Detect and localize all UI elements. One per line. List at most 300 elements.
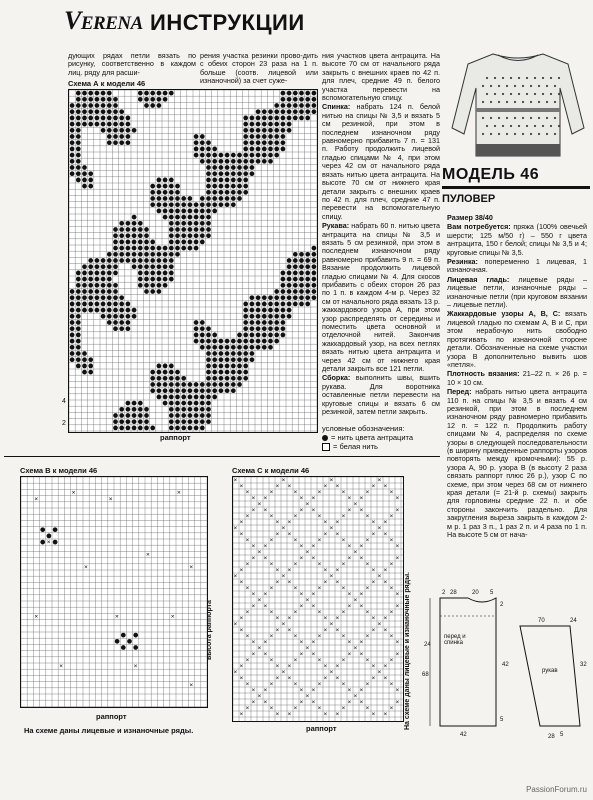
stitch-dot — [150, 246, 155, 251]
stitch-dot — [95, 264, 100, 269]
stitch-x: × — [257, 501, 262, 509]
stitch-dot — [138, 258, 143, 263]
stitch-dot — [163, 202, 168, 207]
pattern-dot — [522, 117, 524, 119]
stitch-dot — [219, 171, 224, 176]
stitch-dot — [126, 407, 131, 412]
stitch-dot — [157, 289, 162, 294]
stitch-dot — [299, 91, 304, 96]
stitch-dot — [119, 122, 124, 127]
stitch-dot — [200, 221, 205, 226]
pattern-dot — [538, 101, 540, 103]
stitch-dot — [200, 209, 205, 214]
stitch-dot — [88, 116, 93, 121]
stitch-dot — [194, 382, 199, 387]
paragraph: Плотность вязания: 21–22 п. × 26 р. = 10 × 10 см. — [447, 369, 587, 387]
stitch-dot — [82, 122, 87, 127]
stitch-dot — [150, 184, 155, 189]
brand-logo: VERENA — [64, 6, 143, 35]
stitch-x: × — [239, 627, 244, 635]
stitch-dot — [281, 97, 286, 102]
stitch-dot — [169, 202, 174, 207]
stitch-dot — [206, 178, 211, 183]
stitch-dot — [175, 221, 180, 226]
stitch-dot — [132, 240, 137, 245]
stitch-x: × — [389, 561, 394, 569]
stitch-dot — [312, 264, 317, 269]
stitch-dot — [243, 364, 248, 369]
stitch-dot — [113, 233, 118, 238]
stitch-dot — [200, 227, 205, 232]
stitch-dot — [299, 277, 304, 282]
stitch-dot — [119, 419, 124, 424]
stitch-dot — [231, 159, 236, 164]
stitch-dot — [82, 97, 87, 102]
stitch-dot — [144, 271, 149, 276]
stitch-dot — [281, 326, 286, 331]
stitch-dot — [268, 147, 273, 152]
stitch-dot — [287, 97, 292, 102]
stitch-x: × — [359, 507, 364, 515]
stitch-dot — [200, 215, 205, 220]
stitch-x: × — [257, 645, 262, 653]
stitch-dot — [107, 308, 112, 313]
stitch-dot — [299, 271, 304, 276]
stitch-x: × — [233, 573, 238, 581]
paragraph: Рукава: набрать 60 п. нитью цвета антрацита на спицы № 3,5 и вязать 5 см резинкой, при этом в последнем изнаночном ряду равномерно прибавить 9 п. = 69 п. Вязание продолжить лицевой гладью спицами № 4. Для скосов прибавить с обеих сторон 26 раз по 1 п. в каждом 4-м р. Через 32 см от начального ряда вязать 13 р. жаккардового узора А, при этом узор распределять от середины и поместить цвета основной и отделочной нитей. Закончив жаккардовый узор, на всех петлях вязать нитью цвета антрацита и через 42 см от нижнего края детали закрыть все 121 петли. — [322, 221, 440, 374]
stitch-dot — [299, 109, 304, 114]
stitch-dot — [194, 320, 199, 325]
stitch-dot — [212, 184, 217, 189]
stitch-dot — [206, 215, 211, 220]
stitch-dot — [126, 134, 131, 139]
stitch-dot — [287, 314, 292, 319]
stitch-dot — [262, 134, 267, 139]
stitch-dot — [262, 147, 267, 152]
paragraph: Резинка: попеременно 1 лицевая, 1 изнаночная. — [447, 257, 587, 275]
stitch-dot — [70, 289, 75, 294]
stitch-dot — [157, 178, 162, 183]
stitch-dot — [281, 271, 286, 276]
stitch-dot — [70, 128, 75, 133]
stitch-dot — [163, 190, 168, 195]
stitch-dot — [299, 302, 304, 307]
stitch-dot — [88, 283, 93, 288]
stitch-x: × — [317, 609, 322, 617]
stitch-dot — [82, 308, 87, 313]
stitch-dot — [126, 233, 131, 238]
pattern-dot — [542, 125, 544, 127]
stitch-x: × — [257, 597, 262, 605]
stitch-dot — [175, 419, 180, 424]
stitch-dot — [299, 258, 304, 263]
stitch-dot — [113, 283, 118, 288]
stitch-dot — [212, 351, 217, 356]
stitch-dot — [150, 283, 155, 288]
stitch-dot — [113, 413, 118, 418]
stitch-x: × — [377, 621, 382, 629]
stitch-x: × — [263, 543, 268, 551]
stitch-dot — [101, 258, 106, 263]
stitch-dot — [274, 109, 279, 114]
stitch-dot — [150, 370, 155, 375]
stitch-dot — [219, 339, 224, 344]
stitch-dot — [70, 109, 75, 114]
stitch-dot — [231, 153, 236, 158]
stitch-dot — [107, 320, 112, 325]
stitch-dot — [76, 140, 81, 145]
stitch-dot — [150, 388, 155, 393]
stitch-dot — [268, 345, 273, 350]
stitch-dot — [206, 140, 211, 145]
stitch-dot — [175, 252, 180, 257]
stitch-x: × — [395, 555, 400, 563]
stitch-x: × — [263, 603, 268, 611]
pattern-dot — [486, 125, 488, 127]
stitch-dot — [163, 264, 168, 269]
stitch-dot — [219, 184, 224, 189]
stitch-dot — [126, 128, 131, 133]
stitch-dot — [299, 295, 304, 300]
stitch-dot — [188, 413, 193, 418]
stitch-dot — [132, 401, 137, 406]
stitch-dot — [70, 308, 75, 313]
stitch-dot — [70, 159, 75, 164]
stitch-dot — [200, 153, 205, 158]
stitch-x: × — [335, 531, 340, 539]
stitch-dot — [256, 134, 261, 139]
stitch-dot — [119, 320, 124, 325]
stitch-dot — [256, 345, 261, 350]
stitch-dot — [194, 333, 199, 338]
stitch-dot — [274, 326, 279, 331]
stitch-dot — [237, 333, 242, 338]
stitch-dot — [293, 277, 298, 282]
stitch-x: × — [251, 555, 256, 563]
stitch-dot — [113, 289, 118, 294]
stitch-dot — [70, 295, 75, 300]
stitch-dot — [150, 277, 155, 282]
stitch-dot — [113, 314, 118, 319]
stitch-dot — [243, 128, 248, 133]
stitch-x: × — [323, 567, 328, 575]
stitch-x: × — [347, 639, 352, 647]
stitch-dot — [163, 271, 168, 276]
stitch-dot — [138, 407, 143, 412]
stitch-dot — [262, 122, 267, 127]
stitch-x: × — [353, 645, 358, 653]
stitch-dot — [113, 240, 118, 245]
stitch-x: × — [239, 567, 244, 575]
stitch-x: × — [299, 591, 304, 599]
stitch-dot — [268, 314, 273, 319]
stitch-dot — [250, 153, 255, 158]
stitch-x: × — [395, 687, 400, 695]
stitch-x: × — [323, 615, 328, 623]
stitch-x: × — [115, 613, 119, 621]
stitch-x: × — [311, 651, 316, 659]
stitch-dot — [88, 357, 93, 362]
stitch-x: × — [233, 621, 238, 629]
stitch-x: × — [317, 657, 322, 665]
stitch-dot — [194, 221, 199, 226]
stitch-dot — [206, 171, 211, 176]
stitch-dot — [53, 527, 58, 532]
stitch-dot — [76, 178, 81, 183]
stitch-dot — [101, 109, 106, 114]
stitch-dot — [268, 302, 273, 307]
stitch-dot — [133, 645, 138, 650]
stitch-dot — [212, 345, 217, 350]
stitch-dot — [243, 320, 248, 325]
stitch-dot — [113, 109, 118, 114]
stitch-dot — [287, 271, 292, 276]
stitch-x: × — [359, 651, 364, 659]
stitch-dot — [76, 271, 81, 276]
stitch-dot — [132, 215, 137, 220]
stitch-x: × — [389, 705, 394, 713]
stitch-dot — [150, 202, 155, 207]
stitch-x: × — [305, 645, 310, 653]
stitch-dot — [175, 240, 180, 245]
stitch-dot — [113, 140, 118, 145]
stitch-dot — [281, 109, 286, 114]
stitch-x: × — [347, 555, 352, 563]
stitch-dot — [243, 178, 248, 183]
stitch-dot — [144, 91, 149, 96]
pattern-dot — [490, 117, 492, 119]
stitch-dot — [113, 246, 118, 251]
stitch-dot — [175, 246, 180, 251]
stitch-dot — [225, 351, 230, 356]
stitch-x: × — [293, 561, 298, 569]
stitch-dot — [212, 357, 217, 362]
stitch-dot — [243, 345, 248, 350]
stitch-dot — [119, 246, 124, 251]
stitch-x: × — [395, 699, 400, 707]
stitch-dot — [101, 103, 106, 108]
stitch-x: × — [341, 513, 346, 521]
stitch-dot — [225, 190, 230, 195]
stitch-dot — [243, 165, 248, 170]
stitch-dot — [163, 382, 168, 387]
pattern-dot — [550, 93, 552, 95]
stitch-dot — [212, 370, 217, 375]
stitch-dot — [181, 407, 186, 412]
stitch-dot — [262, 314, 267, 319]
stitch-dot — [281, 103, 286, 108]
stitch-dot — [107, 91, 112, 96]
stitch-dot — [126, 314, 131, 319]
stitch-dot — [274, 147, 279, 152]
stitch-dot — [82, 351, 87, 356]
stitch-x: × — [383, 627, 388, 635]
stitch-dot — [305, 116, 310, 121]
chart-b — [20, 476, 208, 708]
stitch-dot — [144, 252, 149, 257]
stitch-dot — [76, 289, 81, 294]
stitch-dot — [231, 376, 236, 381]
stitch-dot — [126, 320, 131, 325]
stitch-dot — [101, 314, 106, 319]
stitch-dot — [163, 364, 168, 369]
stitch-x: × — [305, 693, 310, 701]
stitch-dot — [305, 283, 310, 288]
stitch-x: × — [287, 627, 292, 635]
stitch-dot — [70, 165, 75, 170]
stitch-x: × — [239, 519, 244, 527]
stitch-dot — [70, 153, 75, 158]
pattern-dot — [550, 125, 552, 127]
stitch-dot — [200, 413, 205, 418]
model-subtitle: ПУЛОВЕР — [442, 193, 496, 205]
stitch-dot — [256, 333, 261, 338]
stitch-dot — [107, 295, 112, 300]
stitch-dot — [281, 277, 286, 282]
stitch-dot — [312, 277, 317, 282]
stitch-dot — [231, 202, 236, 207]
stitch-dot — [194, 153, 199, 158]
stitch-dot — [163, 370, 168, 375]
stitch-x: × — [395, 507, 400, 515]
stitch-dot — [200, 345, 205, 350]
stitch-dot — [70, 333, 75, 338]
stitch-dot — [281, 122, 286, 127]
stitch-dot — [126, 246, 131, 251]
stitch-x: × — [293, 657, 298, 665]
paragraph: Перед: набрать нитью цвета антрацита 110 п. на спицы № 3,5 и вязать 4 см резинкой, при этом в последнем изнаночном ряду равномерно прибавить 12 п. = 122 п. Продолжить работу спицами № 4, распределяя по схеме узоры в следующей последовательности (в ширину приведенные раппорты узоров повторять между кромочными): 55 р. узора А, 90 р. узора В (в высоту 2 раза связать раппорт плюс 26 р.), узор С по схеме, при этом через 68 см от нижнего края детали (= 21-й р. схемы) закрыть для горловины средние 22 п. и обе стороны закончить раздельно. Для закругления выреза закрыть в каждом 2-м р. 1 раз 3 п., 1 раз 2 п. и 4 раза по 1 п. На высоте 5 см от нача- — [447, 387, 587, 540]
stitch-dot — [126, 122, 131, 127]
stitch-dot — [194, 395, 199, 400]
stitch-dot — [76, 134, 81, 139]
stitch-dot — [121, 645, 126, 650]
pattern-dot — [542, 93, 544, 95]
stitch-dot — [119, 227, 124, 232]
stitch-dot — [274, 153, 279, 158]
stitch-dot — [76, 308, 81, 313]
stitch-x: × — [341, 537, 346, 545]
stitch-dot — [219, 153, 224, 158]
stitch-dot — [206, 357, 211, 362]
stitch-dot — [132, 233, 137, 238]
dimension-label: 5 — [560, 732, 564, 738]
stitch-x: × — [239, 663, 244, 671]
stitch-dot — [250, 351, 255, 356]
stitch-dot — [243, 159, 248, 164]
stitch-dot — [250, 326, 255, 331]
stitch-dot — [163, 91, 168, 96]
stitch-dot — [40, 527, 45, 532]
stitch-dot — [88, 97, 93, 102]
stitch-dot — [70, 320, 75, 325]
stitch-dot — [225, 165, 230, 170]
stitch-dot — [126, 116, 131, 121]
stitch-dot — [305, 97, 310, 102]
stitch-x: × — [347, 651, 352, 659]
stitch-dot — [225, 159, 230, 164]
stitch-dot — [231, 364, 236, 369]
stitch-dot — [200, 426, 205, 431]
stitch-dot — [181, 419, 186, 424]
stitch-dot — [169, 407, 174, 412]
stitch-dot — [231, 370, 236, 375]
stitch-dot — [231, 357, 236, 362]
stitch-dot — [287, 128, 292, 133]
stitch-x: × — [323, 483, 328, 491]
pattern-dot — [510, 77, 512, 79]
stitch-dot — [157, 184, 162, 189]
stitch-dot — [95, 258, 100, 263]
stitch-x: × — [371, 519, 376, 527]
stitch-dot — [150, 426, 155, 431]
stitch-dot — [206, 196, 211, 201]
stitch-x: × — [359, 603, 364, 611]
chart-c-caption: Схема С к модели 46 — [232, 466, 310, 475]
stitch-dot — [237, 165, 242, 170]
stitch-dot — [225, 357, 230, 362]
stitch-dot — [237, 171, 242, 176]
stitch-dot — [256, 109, 261, 114]
garment-schematic — [420, 586, 590, 746]
stitch-dot — [250, 159, 255, 164]
stitch-dot — [268, 109, 273, 114]
stitch-dot — [287, 264, 292, 269]
stitch-x: × — [395, 603, 400, 611]
stitch-x: × — [359, 543, 364, 551]
pattern-dot — [514, 101, 516, 103]
stitch-dot — [237, 178, 242, 183]
stitch-dot — [262, 308, 267, 313]
stitch-dot — [157, 271, 162, 276]
dimension-label: 32 — [580, 662, 587, 668]
stitch-dot — [231, 196, 236, 201]
stitch-dot — [256, 122, 261, 127]
stitch-x: × — [269, 537, 274, 545]
pattern-dot — [498, 117, 500, 119]
stitch-dot — [206, 401, 211, 406]
dimension-label: 20 — [472, 590, 479, 596]
stitch-dot — [256, 159, 261, 164]
stitch-dot — [250, 140, 255, 145]
stitch-x: × — [293, 537, 298, 545]
stitch-x: × — [329, 525, 334, 533]
stitch-dot — [293, 271, 298, 276]
stitch-dot — [262, 345, 267, 350]
stitch-x: × — [377, 573, 382, 581]
stitch-dot — [169, 221, 174, 226]
stitch-x: × — [269, 633, 274, 641]
stitch-dot — [274, 122, 279, 127]
stitch-dot — [169, 178, 174, 183]
stitch-dot — [82, 271, 87, 276]
stitch-x: × — [335, 483, 340, 491]
stitch-x: × — [263, 495, 268, 503]
stitch-dot — [293, 289, 298, 294]
stitch-dot — [281, 333, 286, 338]
stitch-x: × — [383, 579, 388, 587]
stitch-dot — [88, 289, 93, 294]
stitch-dot — [231, 382, 236, 387]
stitch-dot — [212, 171, 217, 176]
stitch-dot — [157, 246, 162, 251]
stitch-x: × — [281, 669, 286, 677]
stitch-x: × — [245, 513, 250, 521]
instructions-col3 — [322, 52, 440, 417]
stitch-dot — [225, 345, 230, 350]
stitch-dot — [281, 314, 286, 319]
stitch-x: × — [299, 603, 304, 611]
stitch-x: × — [365, 705, 370, 713]
